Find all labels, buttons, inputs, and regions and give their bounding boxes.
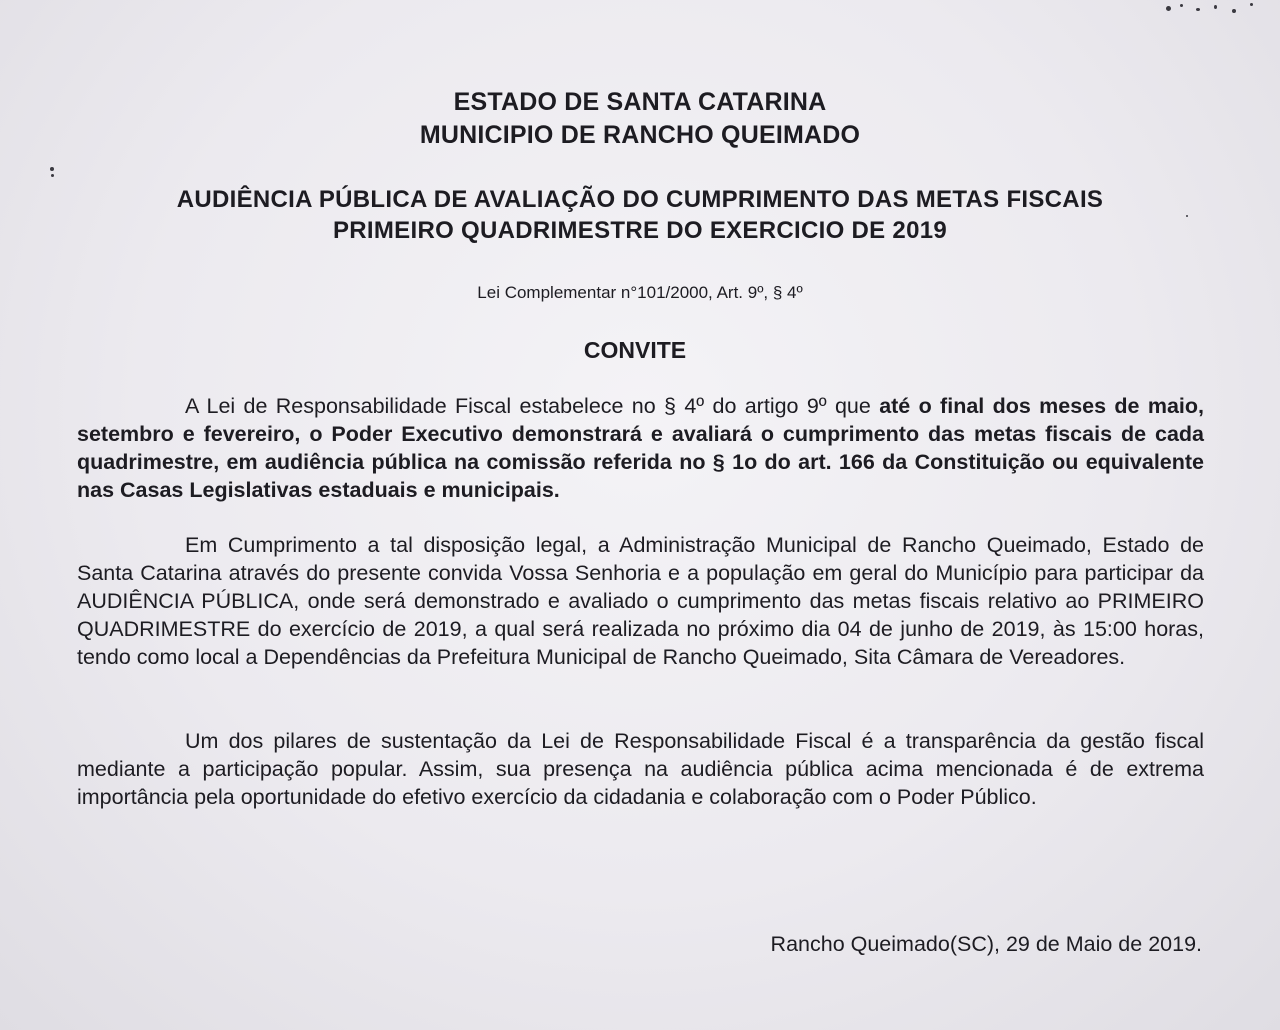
paragraph-legal-basis-intro: A Lei de Responsabilidade Fiscal estabelece no § 4º do artigo 9º que (185, 394, 880, 418)
header-state: ESTADO DE SANTA CATARINA (453, 88, 827, 116)
ink-speck (50, 167, 54, 171)
law-reference: Lei Complementar n°101/2000, Art. 9º, § 4º (477, 283, 803, 302)
ink-speck (1250, 3, 1253, 6)
ink-speck (51, 174, 54, 177)
paragraph-legal-basis (77, 392, 1204, 504)
header-municipality: MUNICIPIO DE RANCHO QUEIMADO (419, 121, 861, 149)
invitation-heading: CONVITE (583, 337, 687, 363)
ink-speck (1196, 8, 1200, 11)
ink-speck (1166, 6, 1171, 11)
paragraph-legal-basis-bold: até o final dos meses de maio, setembro e fevereiro, o Poder Executivo demonstrará e avaliará o cumprimento das metas fiscais de cada quadrimestre, em audiência pública na comissão referida no § 1o do art. 166 da Constituição ou equivalente nas Casas Legislativas estaduais e municipais. (77, 394, 1204, 502)
place-and-date: Rancho Queimado(SC), 29 de Maio de 2019. (770, 932, 1202, 956)
ink-speck (1232, 9, 1236, 13)
paragraph-transparency: Um dos pilares de sustentação da Lei de Responsabilidade Fiscal é a transparência da gestão fiscal mediante a participação popular. Assim, sua presença na audiência pública acima mencionada é de extrema importância pela oportunidade do efetivo exercício da cidadania e colaboração com o Poder Público. (77, 729, 1204, 809)
document-title-line1: AUDIÊNCIA PÚBLICA DE AVALIAÇÃO DO CUMPRIMENTO DAS METAS FISCAIS (176, 186, 1104, 213)
document-title-line2: PRIMEIRO QUADRIMESTRE DO EXERCICIO DE 2019 (332, 217, 948, 244)
ink-speck (1214, 5, 1217, 9)
paragraph-invitation: Em Cumprimento a tal disposição legal, a Administração Municipal de Rancho Queimado, Estado de Santa Catarina através do presente convida Vossa Senhoria e a população em geral do Município para participar da AUDIÊNCIA PÚBLICA, onde será demonstrado e avaliado o cumprimento das metas fiscais relativo ao PRIMEIRO QUADRIMESTRE do exercício de 2019, a qual será realizada no próximo dia 04 de junho de 2019, às 15:00 horas, tendo como local a Dependências da Prefeitura Municipal de Rancho Queimado, Sita Câmara de Vereadores. (77, 533, 1204, 669)
ink-speck (1180, 4, 1183, 7)
